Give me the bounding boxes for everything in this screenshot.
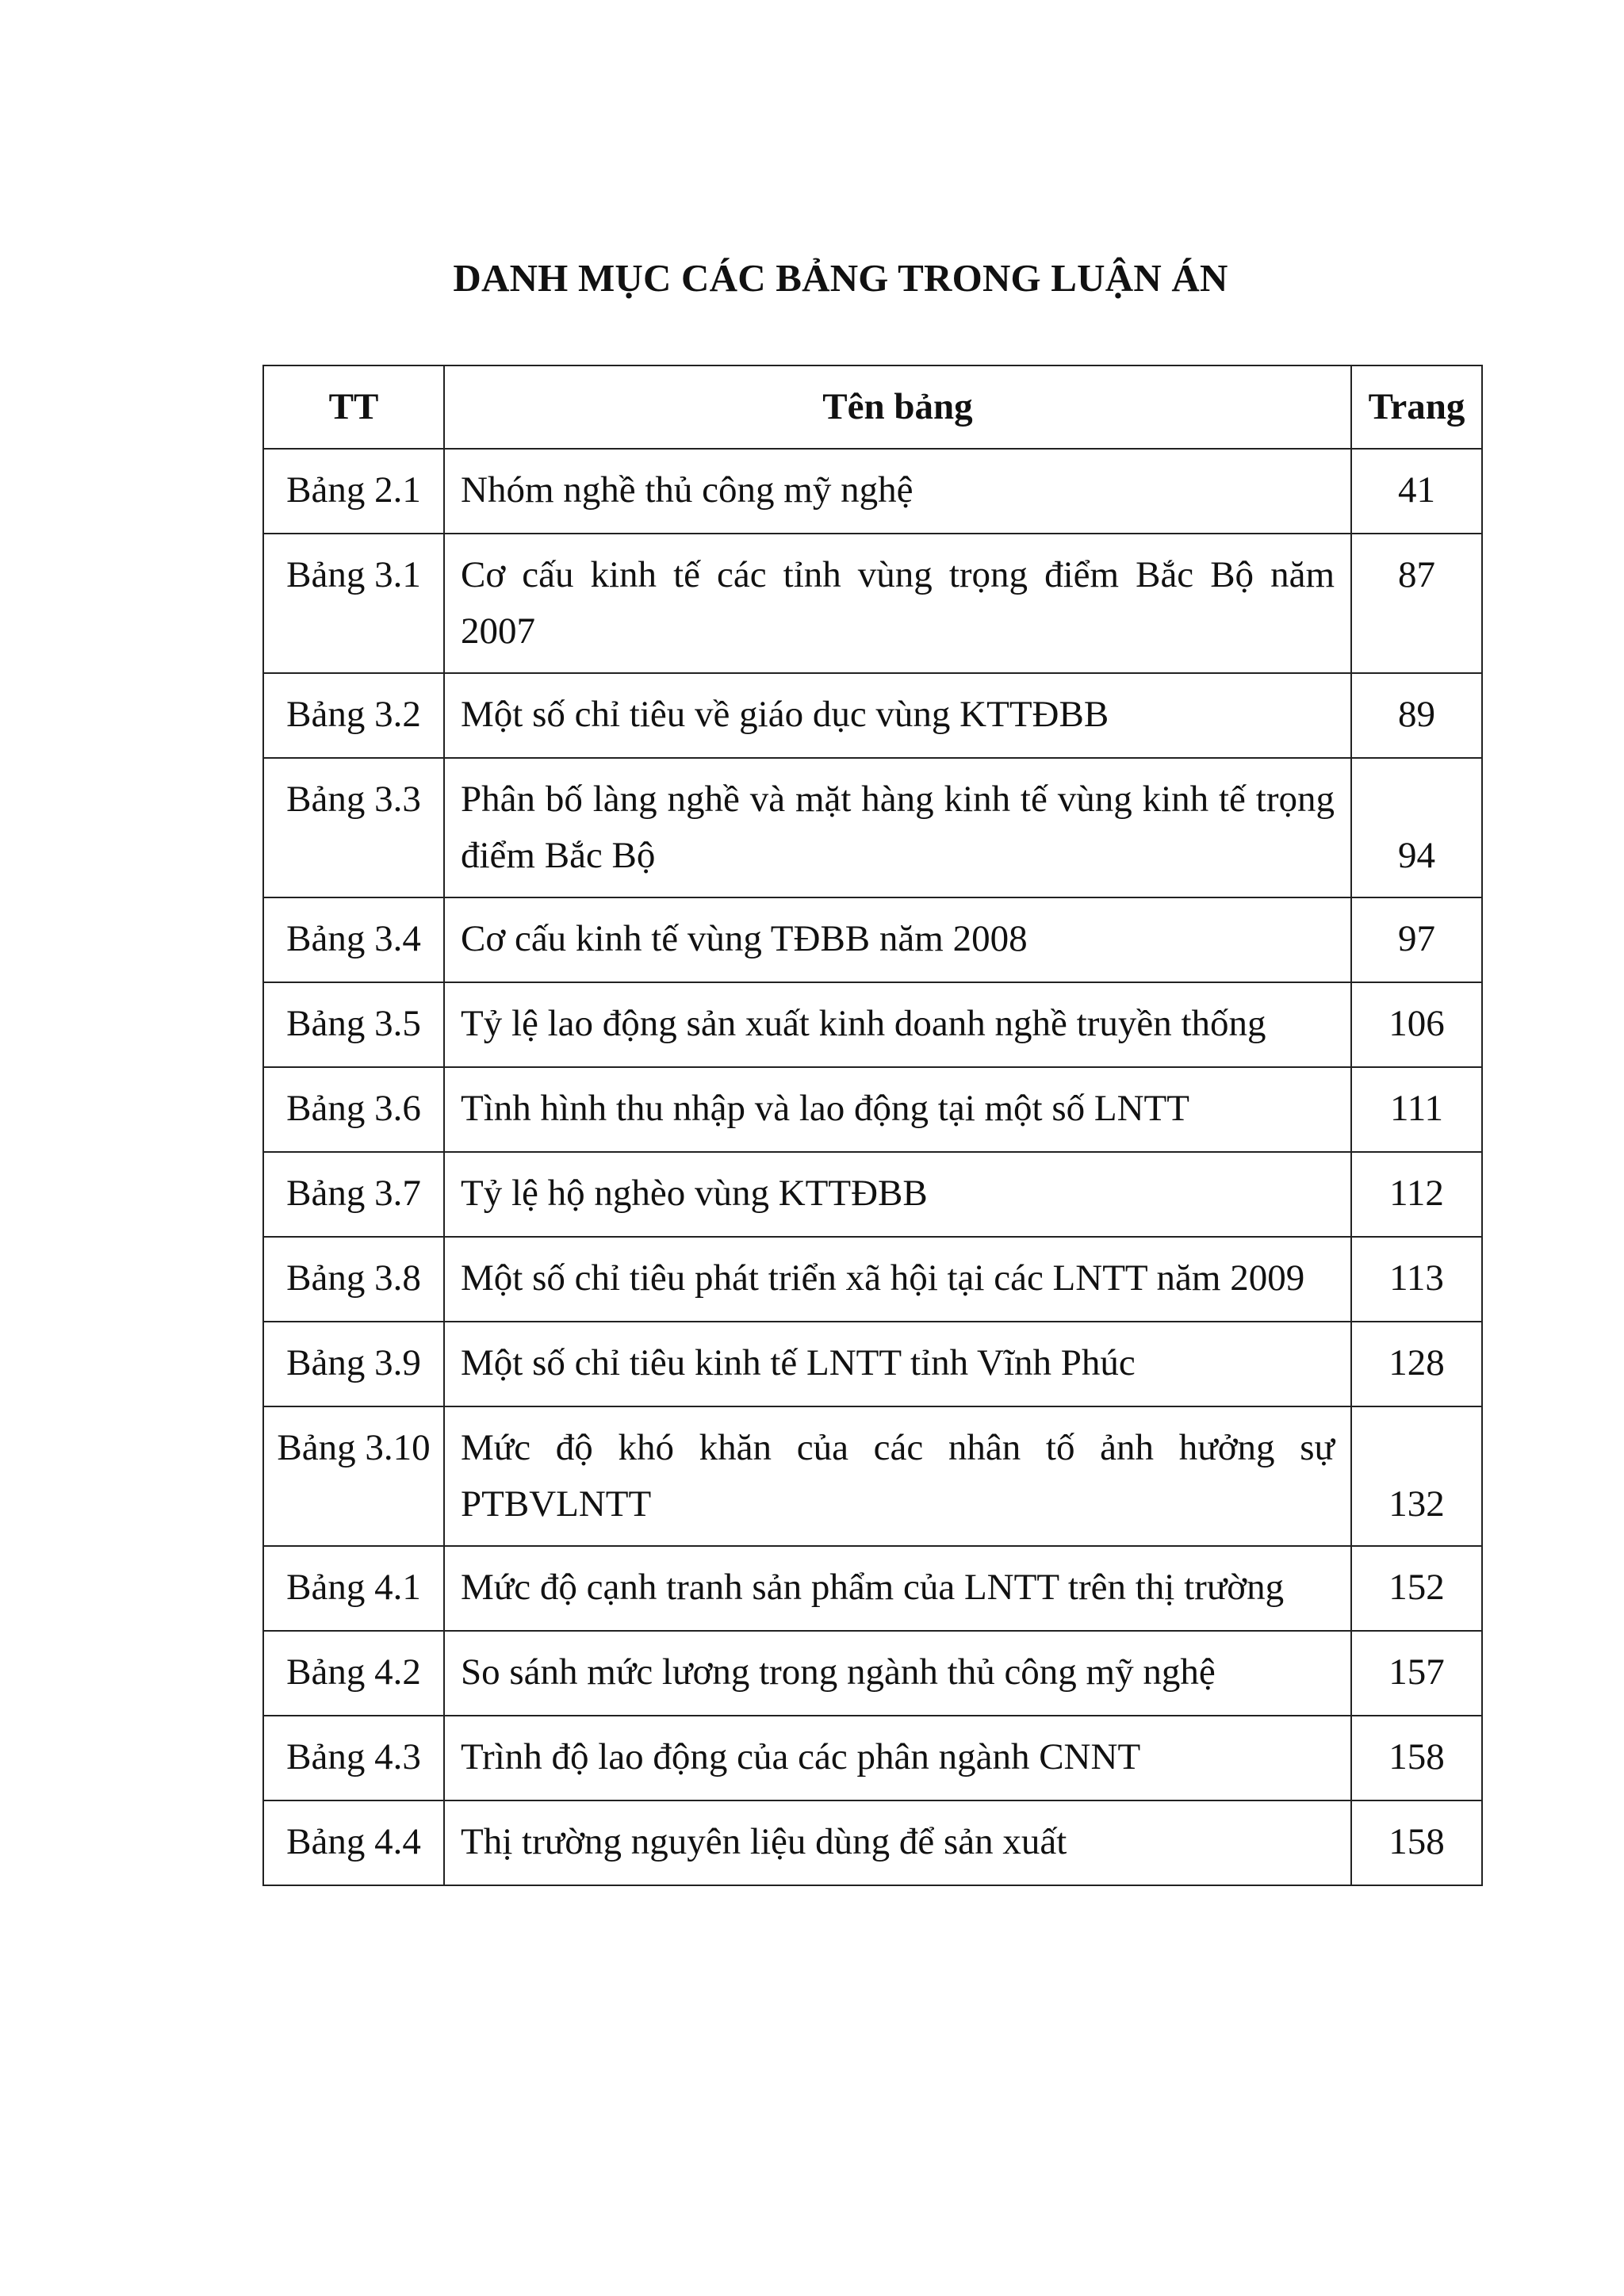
table-header-row [263,365,1482,449]
row-page: 157 [1351,1631,1482,1716]
row-name: Một số chỉ tiêu phát triển xã hội tại các LNTT năm 2009 [444,1237,1351,1322]
table-row [263,1152,1482,1237]
table-row [263,534,1482,673]
row-tt: Bảng 3.4 [263,897,444,982]
row-tt: Bảng 3.3 [263,758,444,897]
row-page: 158 [1351,1800,1482,1885]
table-row [263,1406,1482,1546]
row-page: 94 [1351,758,1482,897]
row-tt: Bảng 3.10 [263,1406,444,1546]
row-page: 41 [1351,449,1482,534]
table-row [263,1067,1482,1152]
row-name: Tình hình thu nhập và lao động tại một số LNTT [444,1067,1351,1152]
row-page: 158 [1351,1716,1482,1800]
table-row [263,449,1482,534]
row-name: Cơ cấu kinh tế vùng TĐBB năm 2008 [444,897,1351,982]
row-tt: Bảng 4.2 [263,1631,444,1716]
header-tt: TT [263,365,444,449]
row-page: 111 [1351,1067,1482,1152]
row-tt: Bảng 4.4 [263,1800,444,1885]
row-name: Mức độ khó khăn của các nhân tố ảnh hưởng sự PTBVLNTT [444,1406,1351,1546]
row-name: Trình độ lao động của các phân ngành CNNT [444,1716,1351,1800]
row-tt: Bảng 3.8 [263,1237,444,1322]
row-page: 128 [1351,1322,1482,1406]
row-tt: Bảng 3.2 [263,673,444,758]
row-name: Phân bố làng nghề và mặt hàng kinh tế vùng kinh tế trọng điểm Bắc Bộ [444,758,1351,897]
row-page: 106 [1351,982,1482,1067]
row-name: Nhóm nghề thủ công mỹ nghệ [444,449,1351,534]
row-tt: Bảng 2.1 [263,449,444,534]
row-page: 152 [1351,1546,1482,1631]
row-tt: Bảng 4.1 [263,1546,444,1631]
row-tt: Bảng 3.6 [263,1067,444,1152]
row-page: 112 [1351,1152,1482,1237]
table-row [263,1716,1482,1800]
table-row [263,1237,1482,1322]
row-tt: Bảng 3.1 [263,534,444,673]
row-name: Cơ cấu kinh tế các tỉnh vùng trọng điểm Bắc Bộ năm 2007 [444,534,1351,673]
row-page: 113 [1351,1237,1482,1322]
row-tt: Bảng 3.9 [263,1322,444,1406]
row-tt: Bảng 3.7 [263,1152,444,1237]
table-row [263,1322,1482,1406]
table-row [263,1800,1482,1885]
row-page: 87 [1351,534,1482,673]
row-tt: Bảng 3.5 [263,982,444,1067]
row-name: So sánh mức lương trong ngành thủ công mỹ nghệ [444,1631,1351,1716]
table-of-tables [262,365,1483,1886]
page-title: DANH MỤC CÁC BẢNG TRONG LUẬN ÁN [453,256,1228,300]
row-name: Một số chỉ tiêu về giáo dục vùng KTTĐBB [444,673,1351,758]
header-page: Trang [1351,365,1482,449]
table-row [263,758,1482,897]
table-row [263,1631,1482,1716]
row-page: 89 [1351,673,1482,758]
table-row [263,1546,1482,1631]
row-name: Tỷ lệ lao động sản xuất kinh doanh nghề truyền thống [444,982,1351,1067]
table-row [263,897,1482,982]
row-name: Thị trường nguyên liệu dùng để sản xuất [444,1800,1351,1885]
row-page: 132 [1351,1406,1482,1546]
row-name: Mức độ cạnh tranh sản phẩm của LNTT trên thị trường [444,1546,1351,1631]
row-page: 97 [1351,897,1482,982]
row-name: Tỷ lệ hộ nghèo vùng KTTĐBB [444,1152,1351,1237]
row-name: Một số chỉ tiêu kinh tế LNTT tỉnh Vĩnh Phúc [444,1322,1351,1406]
table-row [263,982,1482,1067]
row-tt: Bảng 4.3 [263,1716,444,1800]
header-table-name: Tên bảng [444,365,1351,449]
table-row [263,673,1482,758]
